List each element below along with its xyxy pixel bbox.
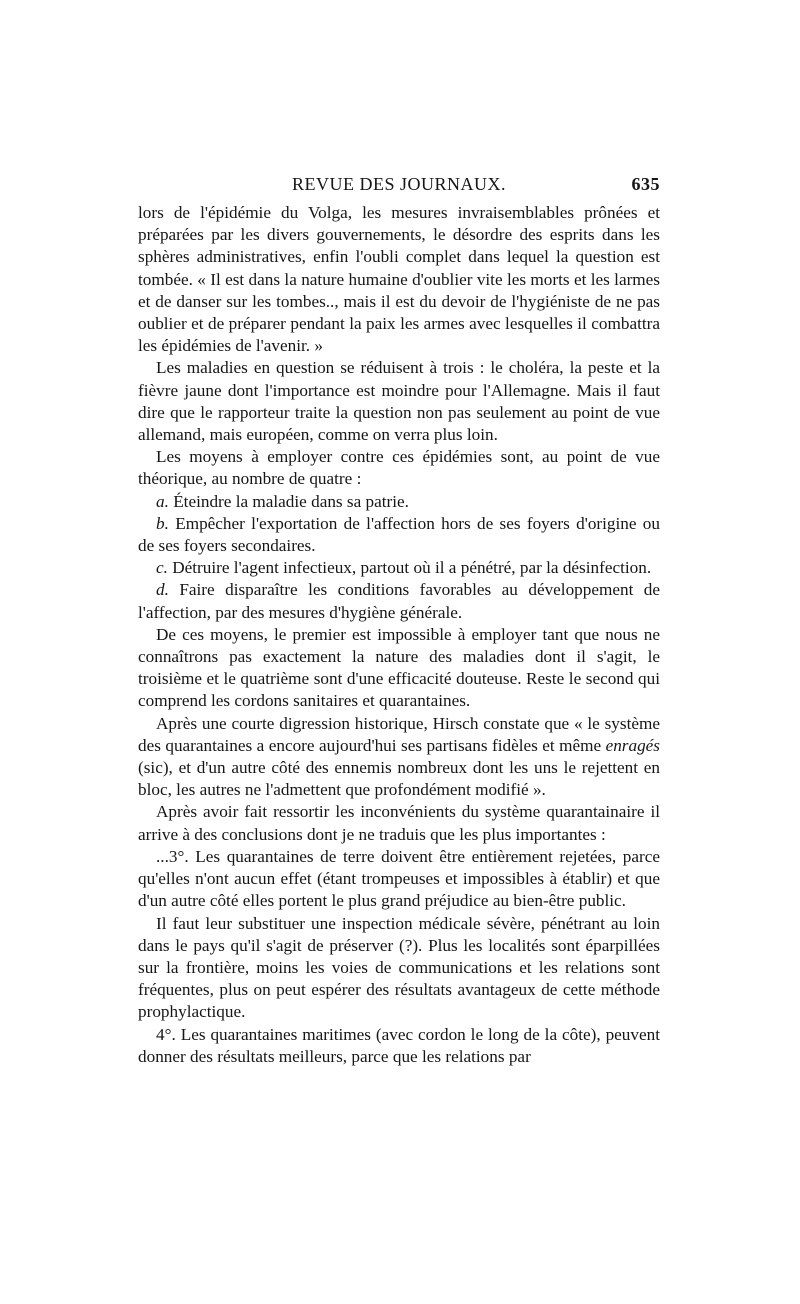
- paragraph-text: (sic), et d'un autre côté des ennemis nombreux dont les uns le rejettent en bloc, les autres ne l'admettent que profondément modifié ».: [138, 758, 660, 800]
- list-item: [138, 513, 660, 557]
- paragraph: Les moyens à employer contre ces épidémies sont, au point de vue théorique, au nombre de quatre :: [138, 447, 660, 489]
- list-letter: a.: [156, 491, 169, 511]
- book-page: [138, 172, 660, 1068]
- paragraph: 4°. Les quarantaines maritimes (avec cordon le long de la côte), peuvent donner des résultats meilleurs, parce que les relations par: [138, 1024, 660, 1066]
- italic-word: enragés: [605, 735, 660, 755]
- list-item-text: Empêcher l'exportation de l'affection hors de ses foyers d'origine ou de ses foyers secondaires.: [138, 513, 660, 556]
- list-item: [138, 579, 660, 623]
- body-text: [138, 202, 660, 1068]
- list-item-text: Faire disparaître les conditions favorables au développement de l'affection, par des mesures d'hygiène générale.: [138, 580, 661, 622]
- paragraph: lors de l'épidémie du Volga, les mesures invraisemblables prônées et préparées par les divers gouvernements, le désordre des esprits dans les sphères administratives, enfin l'oubli complet dans lequel la question est tombée. « Il est dans la nature humaine d'oublier vite les morts et les larmes et de danser sur les tombes.., mais il est du devoir de l'hygiéniste de ne pas oublier et de préparer pendant la paix les armes avec lesquelles il combattra les épidémies de l'avenir. »: [138, 203, 660, 356]
- list-item: [138, 491, 660, 513]
- list-item: [138, 557, 660, 579]
- running-title: REVUE DES JOURNAUX.: [291, 174, 506, 194]
- list-item-text: Détruire l'agent infectieux, partout où il a pénétré, par la désinfection.: [172, 558, 652, 578]
- page-number: 635: [631, 174, 660, 194]
- paragraph: [138, 713, 660, 802]
- list-letter: b.: [156, 513, 169, 533]
- paragraph-text: Après une courte digression historique, Hirsch constate que « le système des quarantaines a encore aujourd'hui ses partisans fidèles et même: [138, 713, 660, 755]
- list-letter: c.: [156, 558, 168, 578]
- paragraph: De ces moyens, le premier est impossible à employer tant que nous ne connaîtrons pas exactement la nature des maladies dont il s'agit, le troisième et le quatrième sont d'une efficacité douteuse. Reste le second qui comprend les cordons sanitaires et quarantaines.: [138, 624, 660, 711]
- paragraph: Après avoir fait ressortir les inconvénients du système quarantainaire il arrive à des conclusions dont je ne traduis que les plus importantes :: [138, 802, 660, 844]
- list-letter: d.: [156, 580, 169, 600]
- paragraph: ...3°. Les quarantaines de terre doivent être entièrement rejetées, parce qu'elles n'ont aucun effet (étant trompeuses et impossibles à établir) et que d'un autre côté elles portent le plus grand préjudice au bien-être public.: [138, 846, 660, 911]
- paragraph: Les maladies en question se réduisent à trois : le choléra, la peste et la fièvre jaune dont l'importance est moindre pour l'Allemagne. Mais il faut dire que le rapporteur traite la question non pas seulement au point de vue allemand, mais européen, comme on verra plus loin.: [138, 358, 660, 445]
- page-header: [138, 172, 660, 202]
- paragraph: Il faut leur substituer une inspection médicale sévère, pénétrant au loin dans le pays qu'il s'agit de préserver (?). Plus les localités sont éparpillées sur la frontière, moins les voies de communications et les relations sont fréquentes, plus on peut espérer des résultats avantageux de cette méthode prophylactique.: [138, 913, 660, 1022]
- list-item-text: Éteindre la maladie dans sa patrie.: [173, 491, 409, 511]
